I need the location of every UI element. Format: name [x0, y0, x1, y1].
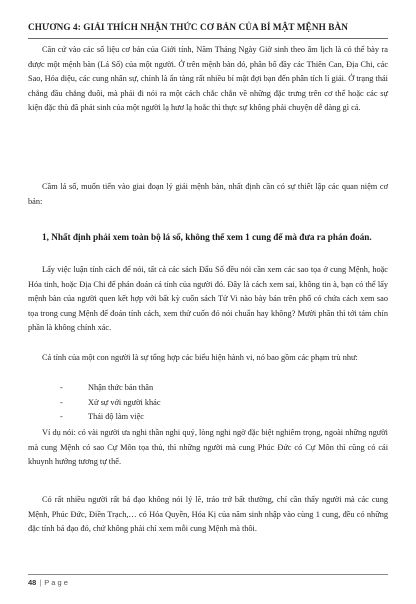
list-item-text: Xử sự với người khác: [88, 397, 161, 407]
intro-paragraph: Căn cứ vào các số liệu cơ bản của Giới tính, Năm Tháng Ngày Giờ sinh theo âm lịch là có thể bày ra được một mệnh bàn (Lá Số) của một người. Ở trên mệnh bàn đó, phân bố đầy các Thiên Can, Địa Chi, các Sao, Hóa diệu, các cung nhân sự, chính là ẩn tàng rất nhiều bí mật đợi bạn đến phân tích lí giải. Ở trạng thái chẳng đầu chẳng đuôi, mà phải đi nói ra một cách chắc chắn về những đặc trưng trên cơ thể hoặc các sự kiện đặc thù đã phát sinh của một người lạ hươ lạ hoắc thì thực sự không phải chuyện dễ dàng gì cả.: [28, 45, 388, 113]
list-item-text: Thái độ làm việc: [88, 412, 144, 422]
paragraph-3: Ví dụ nói: có vài người ưa nghi thần nghi quỷ, lòng nghi ngờ đặc biệt nghiêm trọng, ngoài những người mà cung Mệnh có sao Cự Môn tọa thủ, thì những người mà cung Phúc Đức có Cự Môn thì cũng có cái khuynh hướng tương tự thế.: [28, 428, 388, 467]
paragraph-1: Lấy việc luận tính cách để nói, tất cả các sách Đẩu Số đều nói cần xem các sao tọa ở cung Mệnh, hoặc Hóa tinh, hoặc Địa Chi để phán đoán cá tính của người đó. Đây là cách xem sai, không tin à, bạn có thể lấy mệnh bàn của người quen kết hợp với bất kỳ cuốn sách Tử Vi nào bày bán trên phố có chứa cách xem sao tọa trong cung Mệnh để đoán tính cách, xem thử cuốn đó nói chuẩn hay không? Mười phần thì tới tám chín phần là không chính xác.: [28, 265, 388, 333]
page-number: 48: [28, 578, 37, 587]
bullet-marker: -: [60, 397, 63, 407]
list-item: [60, 410, 380, 425]
paragraph-4: Có rất nhiều người rất bá đạo không nói lý lẽ, tráo trở bất thường, chỉ cần thấy người mà các cung Mệnh, Phúc Đức, Điền Trạch,… có Hóa Quyền, Hóa Kị của năm sinh nhập vào cùng 1 cung, đều có những đặc tính bá đạo đó, chứ không phải chỉ xem mỗi cung Mệnh mà thôi.: [28, 495, 388, 534]
bullet-marker: -: [60, 383, 63, 392]
title-divider: [28, 38, 388, 39]
footer-separator: |: [39, 578, 42, 587]
paragraph-2: Cá tính của một con người là sự tổng hợp các biểu hiện hành vi, nó bao gồm các phạm trù như:: [42, 353, 358, 362]
list-item-text: Nhận thức bản thân: [88, 383, 154, 392]
list-item: [60, 396, 380, 411]
section-heading: 1, Nhất định phải xem toàn bộ lá số, không thể xem 1 cung để mà đưa ra phán đoán.: [42, 232, 372, 242]
bullet-marker: -: [60, 412, 63, 422]
footer-divider: [28, 574, 388, 575]
chapter-title: CHƯƠNG 4: GIẢI THÍCH NHẬN THỨC CƠ BẢN CỦA BÍ MẬT MỆNH BÀN: [28, 22, 348, 32]
concept-paragraph: Cầm lá số, muốn tiến vào giai đoạn lý giải mệnh bàn, nhất định cần có sự thiết lập các quan niệm cơ bản:: [28, 182, 388, 206]
page-footer: [28, 578, 68, 587]
list-item: [60, 381, 380, 396]
bullet-list: [60, 381, 380, 425]
page-label: P a g e: [44, 578, 68, 587]
